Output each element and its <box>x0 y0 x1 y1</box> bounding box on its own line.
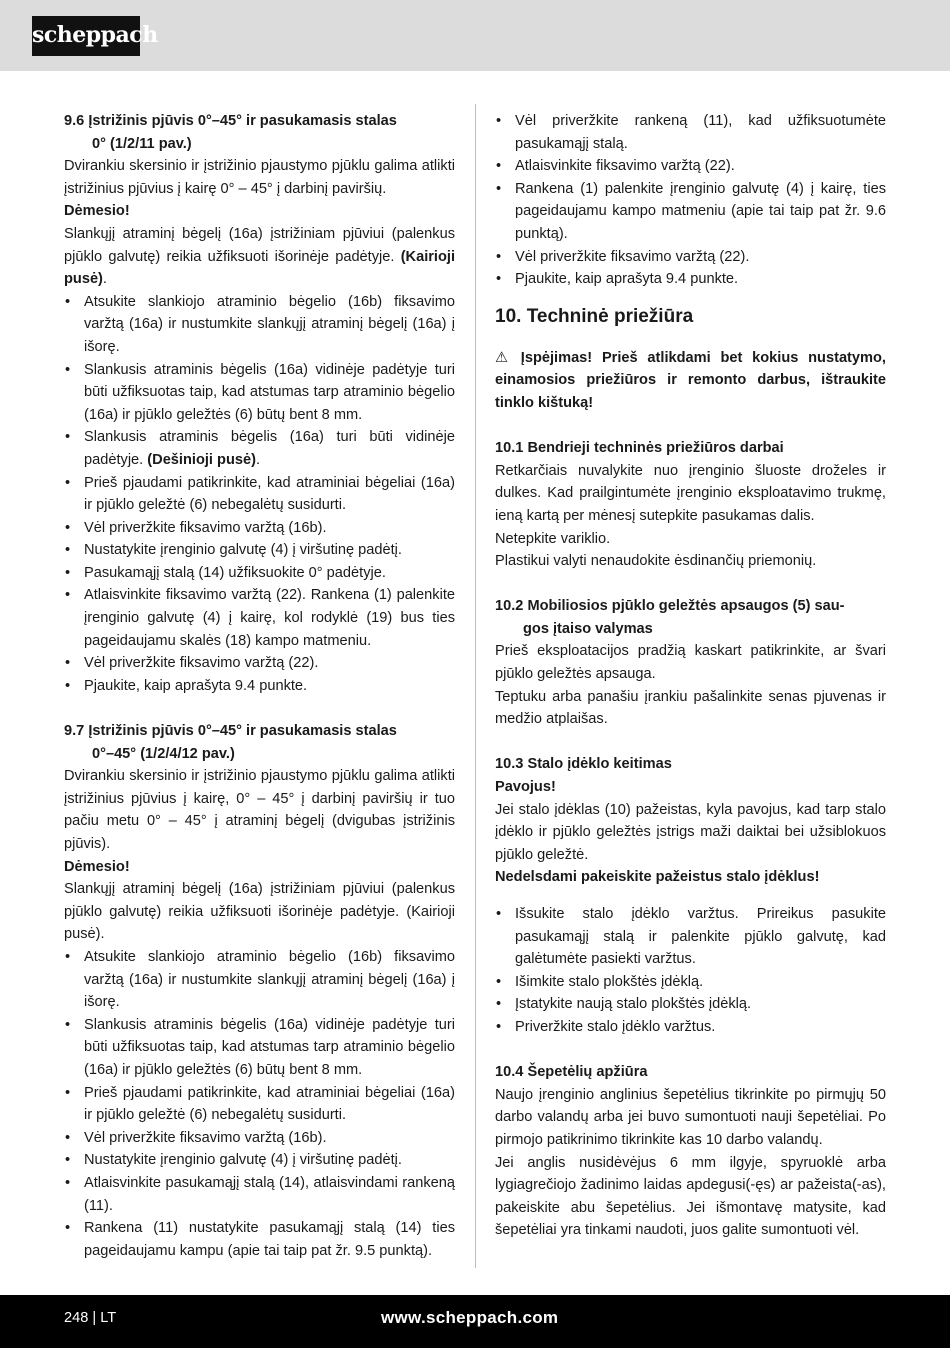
list-item: • Atlaisvinkite fiksavimo varžtą (22). <box>495 155 886 178</box>
section-10-1-heading: 10.1 Bendrieji techninės priežiūros darbai <box>495 440 784 457</box>
spacer <box>495 415 886 438</box>
list-item: • Įstatykite naują stalo plokštės įdėklą. <box>495 993 886 1016</box>
list-item: • Nustatykite įrenginio galvutę (4) į viršutinę padėtį. <box>64 539 455 562</box>
attention-label: Dėmesio! <box>64 858 130 875</box>
section-10-2-text: Prieš eksploatacijos pradžią kaskart patikrinkite, ar švari pjūklo geležtės apsauga. <box>495 643 886 683</box>
scheppach-logo: scheppach <box>32 16 140 56</box>
page-number: 248 | LT <box>64 1310 117 1326</box>
list-item: • Vėl priveržkite fiksavimo varžtą (16b). <box>64 1127 455 1150</box>
warning-notice: ⚠ Įspėjimas! Prieš atlikdami bet kokius nustatymo, einamosios priežiūros ir remonto darbus, ištraukite tinklo kištuką! <box>495 347 886 415</box>
list-item: • Priveržkite stalo įdėklo varžtus. <box>495 1016 886 1039</box>
section-10-3-steps <box>495 903 886 1039</box>
spacer <box>495 573 886 596</box>
section-9-7-note: Slankųjį atraminį bėgelį (16a) įstrižiniam pjūviui (palenkus pjūklo galvutę) reikia užfiksuoti išorinėje padėtyje. (Kairioji pusė). <box>64 881 455 943</box>
list-item: • Atlaisvinkite pasukamąjį stalą (14), atlaisvindami rankeną (11). <box>64 1172 455 1217</box>
section-10-1-text: Plastikui valyti nenaudokite ėsdinančių priemonių. <box>495 553 817 570</box>
section-10-1-text: Retkarčiais nuvalykite nuo įrenginio šluoste droželes ir dulkes. Kad prailgintumėte įrenginio eksploatavimo trukmę, ieną kartą per mėnesį sutepkite pasukamas dalis. <box>495 462 886 524</box>
right-column <box>495 110 886 1242</box>
list-item: • Rankena (1) palenkite įrenginio galvutę (4) į kairę, ties pageidaujamu kampo matmeniu (apie tai taip pat žr. 9.6 punktą). <box>495 178 886 246</box>
section-10-2-heading: 10.2 Mobiliosios pjūklo geležtės apsaugos (5) sau- gos įtaiso valymas <box>495 598 845 637</box>
list-item: • Rankena (11) nustatykite pasukamąjį stalą (14) ties pageidaujamu kampu (apie tai taip pat žr. 9.5 punktą). <box>64 1217 455 1262</box>
page-header <box>0 0 950 71</box>
list-item: • Vėl priveržkite fiksavimo varžtą (22). <box>64 652 455 675</box>
warning-triangle-icon: ⚠ <box>495 349 509 366</box>
attention-label: Dėmesio! <box>64 203 130 220</box>
list-item: • Išsukite stalo įdėklo varžtus. Prireikus pasukite pasukamąjį stalą ir palenkite pjūklo galvutę, kad galėtumėte pasiekti varžtus. <box>495 903 886 971</box>
left-column <box>64 110 455 1262</box>
section-10-title: 10. Techninė priežiūra <box>495 305 694 327</box>
section-10-3-bold-note: Nedelsdami pakeiskite pažeistus stalo įdėklus! <box>495 869 820 886</box>
spacer <box>495 731 886 754</box>
website-link[interactable]: www.scheppach.com <box>381 1308 559 1327</box>
spacer <box>64 697 455 720</box>
section-10-4-text: Jei anglis nusidėvėjus 6 mm ilgyje, spyruoklė arba lygiagrečiojo žadinimo laidas apdegusi(-ęs) ar pažeista(-as), pakeiskite abu šepetėlius. Jei išmontavę matysite, kad šepetėliai yra tinkami naudoti, juos galite sumontuoti vėl. <box>495 1154 886 1239</box>
list-item: • Prieš pjaudami patikrinkite, kad atraminiai bėgeliai (16a) ir pjūklo geležtė (6) nebegalėtų susidurti. <box>64 1082 455 1127</box>
list-item: • Atsukite slankiojo atraminio bėgelio (16b) fiksavimo varžtą (16a) ir nustumkite slankųjį atraminį bėgelį (16a) į išorę. <box>64 291 455 359</box>
list-item: • Pasukamąjį stalą (14) užfiksuokite 0° padėtyje. <box>64 562 455 585</box>
column-divider <box>475 104 476 1268</box>
section-9-7-steps <box>64 946 455 1262</box>
list-item: • Vėl priveržkite fiksavimo varžtą (22). <box>495 246 886 269</box>
list-item: • Pjaukite, kaip aprašyta 9.4 punkte. <box>495 268 886 291</box>
danger-label: Pavojus! <box>495 779 556 796</box>
section-10-2-text: Teptuku arba panašiu įrankiu pašalinkite senas pjuvenas ir medžio atplaišas. <box>495 688 886 728</box>
list-item: • Nustatykite įrenginio galvutę (4) į viršutinę padėtį. <box>64 1149 455 1172</box>
list-item: • Pjaukite, kaip aprašyta 9.4 punkte. <box>64 675 455 698</box>
list-item: • Vėl priveržkite fiksavimo varžtą (16b). <box>64 517 455 540</box>
spacer <box>495 889 886 903</box>
spacer <box>495 1039 886 1062</box>
list-item: • Prieš pjaudami patikrinkite, kad atraminiai bėgeliai (16a) ir pjūklo geležtė (6) nebegalėtų susidurti. <box>64 472 455 517</box>
section-9-7-heading: 9.7 Įstrižinis pjūvis 0°–45° ir pasukamasis stalas 0°–45° (1/2/4/12 pav.) <box>64 723 397 762</box>
list-item: • Slankusis atraminis bėgelis (16a) vidinėje padėtyje turi būti užfiksuotas taip, kad atstumas tarp atraminio bėgelio (16a) ir pjūklo geležtės (6) būtų bent 8 mm. <box>64 1014 455 1082</box>
list-item: • Vėl priveržkite rankeną (11), kad užfiksuotumėte pasukamąjį stalą. <box>495 110 886 155</box>
section-10-3-heading: 10.3 Stalo įdėklo keitimas <box>495 756 672 773</box>
page-footer <box>0 1295 950 1348</box>
list-item: • Išimkite stalo plokštės įdėklą. <box>495 971 886 994</box>
list-item: • Atsukite slankiojo atraminio bėgelio (16b) fiksavimo varžtą (16a) ir nustumkite slankųjį atraminį bėgelį (16a) į išorę. <box>64 946 455 1014</box>
section-10-3-text: Jei stalo įdėklas (10) pažeistas, kyla pavojus, kad tarp stalo įdėklo ir pjūklo geležtės įstrigs maži daiktai bei užsiblokuos pjūklo geležtė. <box>495 801 886 863</box>
section-9-7-steps-continued <box>495 110 886 291</box>
section-10-4-text: Naujo įrenginio anglinius šepetėlius tikrinkite po pirmųjų 50 darbo valandų arba jei buvo sumontuoti nauji šepetėliai. Po pirmojo patikrinimo tikrinkite kas 10 darbo valandų. <box>495 1086 886 1148</box>
section-10-4-heading: 10.4 Šepetėlių apžiūra <box>495 1064 648 1081</box>
list-item: • Atlaisvinkite fiksavimo varžtą (22). Rankena (1) palenkite įrenginio galvutę (4) į kairę, kol rodyklė (19) bus ties pageidaujamu skalės (18) kampo matmeniu. <box>64 584 455 652</box>
section-9-6-note: Slankųjį atraminį bėgelį (16a) įstrižiniam pjūviui (palenkus pjūklo galvutę) reikia užfiksuoti išorinėje padėtyje. (Kairioji pusė). <box>64 225 456 288</box>
section-9-6-steps <box>64 291 455 698</box>
section-9-6-heading: 9.6 Įstrižinis pjūvis 0°–45° ir pasukamasis stalas 0° (1/2/11 pav.) <box>64 113 397 152</box>
section-10-1-text: Netepkite variklio. <box>495 530 611 547</box>
list-item: • Slankusis atraminis bėgelis (16a) vidinėje padėtyje turi būti užfiksuotas taip, kad atstumas tarp atraminio bėgelio (16a) ir pjūklo geležtės (6) būtų bent 8 mm. <box>64 359 455 427</box>
section-9-6-intro: Dvirankiu skersinio ir įstrižinio pjaustymo pjūklu galima atlikti įstrižinius pjūvius į kairę 0° – 45° į darbinį paviršių. <box>64 158 455 197</box>
section-9-7-intro: Dvirankiu skersinio ir įstrižinio pjaustymo pjūklu galima atlikti įstrižinius pjūvius į kairę, 0° – 45° į darbinį paviršių ir tuo pačiu metu 0° – 45° į atraminį bėgelį (dvigubas įstrižinis pjūvis). <box>64 768 455 852</box>
list-item: • Slankusis atraminis bėgelis (16a) turi būti vidinėje padėtyje. (Dešinioji pusė). <box>64 426 455 471</box>
